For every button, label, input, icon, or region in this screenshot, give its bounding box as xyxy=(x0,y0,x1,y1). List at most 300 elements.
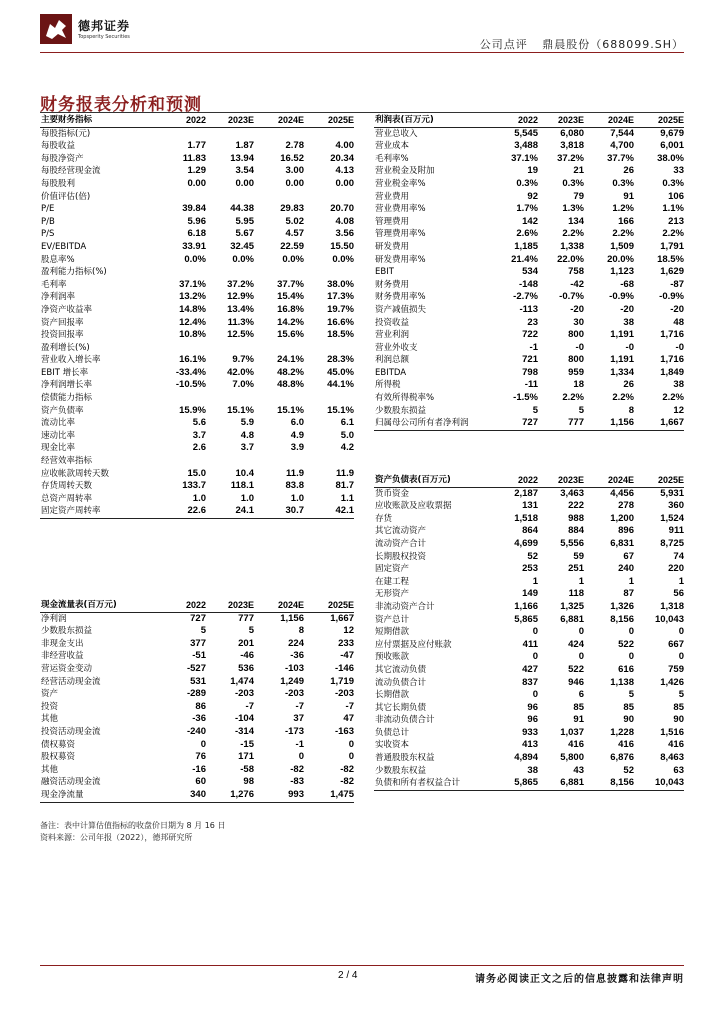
cell-value: 2025E xyxy=(634,114,684,127)
footer-divider xyxy=(40,965,684,966)
cell-value: 4.13 xyxy=(335,165,354,177)
cell-value: 171 xyxy=(238,751,254,763)
cell-value: 1,667 xyxy=(330,612,354,624)
cell-value: 7.0% xyxy=(232,379,254,391)
cell-value: 5,931 xyxy=(660,487,684,499)
table-row xyxy=(374,714,684,727)
cell-value: 1,138 xyxy=(610,676,634,688)
cell-value: 1,276 xyxy=(206,789,254,802)
cell-value: -146 xyxy=(334,662,354,674)
cell-value: 9,679 xyxy=(660,127,684,139)
row-label: 营业收入增长率 xyxy=(41,355,101,366)
cell-value: 4,700 xyxy=(610,140,634,152)
cell-value: 6,876 xyxy=(610,752,634,764)
cell-value: 15.1% xyxy=(277,404,304,416)
cell-value: -527 xyxy=(186,662,206,674)
row-label: 所得税 xyxy=(375,380,401,391)
cell-value: 2024E xyxy=(254,599,304,612)
table-row xyxy=(40,455,354,468)
table-row xyxy=(374,216,684,229)
cell-value: 81.7 xyxy=(335,480,354,492)
row-label: 流动比率 xyxy=(41,418,76,429)
cell-value: 0.0% xyxy=(282,253,304,265)
row-label: 每股经营现金流 xyxy=(41,166,101,177)
cell-value: 416 xyxy=(568,739,584,751)
cell-value: 149 xyxy=(522,588,538,600)
cell-value: 15.1% xyxy=(327,404,354,416)
cell-value: 220 xyxy=(668,563,684,575)
row-label: 研发费用 xyxy=(375,241,410,252)
table-row xyxy=(40,713,354,726)
cell-value: -82 xyxy=(340,776,354,788)
table-row xyxy=(40,153,354,166)
table-row xyxy=(374,405,684,418)
cell-value: 59 xyxy=(573,550,584,562)
cell-value: 0.00 xyxy=(285,177,304,189)
row-label: 投资收益 xyxy=(375,317,410,328)
row-label: 股权募资 xyxy=(41,752,76,763)
table-row xyxy=(374,563,684,576)
cell-value: 0 xyxy=(628,626,634,638)
cell-value: 0 xyxy=(532,689,538,701)
cell-value: 133.7 xyxy=(182,480,206,492)
cell-value: 87 xyxy=(623,588,634,600)
cell-value: 722 xyxy=(522,329,538,341)
row-label: 长期借款 xyxy=(375,690,410,701)
cell-value: 1 xyxy=(678,575,684,587)
cell-value: 360 xyxy=(668,500,684,512)
cell-value xyxy=(304,191,354,204)
table-row xyxy=(374,304,684,317)
cell-value xyxy=(206,266,254,279)
table-row xyxy=(40,178,354,191)
cell-value: 20.0% xyxy=(607,253,634,265)
row-label: 现金流量表(百万元) xyxy=(40,599,158,612)
cell-value: 5.95 xyxy=(235,215,254,227)
cell-value: 0 xyxy=(678,626,684,638)
deppon-logo-icon xyxy=(40,14,72,44)
cell-value: 278 xyxy=(618,500,634,512)
cell-value: 424 xyxy=(568,638,584,650)
cell-value: 19.7% xyxy=(327,303,354,315)
cell-value: 4,456 xyxy=(610,487,634,499)
header-meta xyxy=(470,36,684,52)
table-row xyxy=(374,354,684,367)
cell-value: 1,629 xyxy=(660,266,684,278)
row-label: 应收帐款周转天数 xyxy=(41,468,110,479)
cell-value: 0 xyxy=(532,651,538,663)
table-row xyxy=(40,329,354,342)
cell-value: -203 xyxy=(284,688,304,700)
cell-value: 37.7% xyxy=(277,278,304,290)
cell-value: 993 xyxy=(254,789,304,802)
cell-value: 1,524 xyxy=(660,512,684,524)
cell-value: 416 xyxy=(618,739,634,751)
cell-value: 6.1 xyxy=(340,417,354,429)
cell-value: 2024E xyxy=(254,114,304,127)
row-label: 少数股东损益 xyxy=(375,405,427,416)
table-row xyxy=(374,329,684,342)
cell-value: 1.1% xyxy=(662,203,684,215)
table-row xyxy=(40,751,354,764)
cell-value: -173 xyxy=(284,725,304,737)
cell-value: 8 xyxy=(298,625,304,637)
cell-value: 411 xyxy=(522,638,538,650)
cell-value: 10,043 xyxy=(634,777,684,790)
cell-value: 39.84 xyxy=(182,203,206,215)
cell-value: 3.7 xyxy=(192,429,206,441)
cell-value: -15 xyxy=(240,738,254,750)
cell-value: 1,200 xyxy=(610,512,634,524)
cell-value: 0.3% xyxy=(516,177,538,189)
row-label: 归属母公司所有者净利润 xyxy=(374,417,492,430)
cell-value: 6,881 xyxy=(560,613,584,625)
table-header-row xyxy=(40,114,354,127)
cell-value xyxy=(158,455,206,468)
logo-text: 德邦证券 xyxy=(78,19,131,33)
cell-value: -0 xyxy=(675,341,684,353)
cell-value: 2.2% xyxy=(662,228,684,240)
row-label: 其它长期负债 xyxy=(375,702,427,713)
cell-value: 166 xyxy=(618,215,634,227)
row-label: 资产减值损失 xyxy=(375,304,427,315)
cell-value: 4.8 xyxy=(240,429,254,441)
cell-value: 118.1 xyxy=(230,480,254,492)
cell-value: 21.4% xyxy=(511,253,538,265)
row-label: 速动比率 xyxy=(41,430,76,441)
cell-value: 0.00 xyxy=(235,177,254,189)
cell-value: 38 xyxy=(527,764,538,776)
cell-value: 946 xyxy=(568,676,584,688)
cell-value: 5 xyxy=(628,689,634,701)
cell-value: 16.6% xyxy=(327,316,354,328)
cell-value: 0.3% xyxy=(612,177,634,189)
cell-value: 1,123 xyxy=(610,266,634,278)
cell-value: -16 xyxy=(192,763,206,775)
table-row xyxy=(374,639,684,652)
cell-value: -148 xyxy=(518,278,538,290)
cell-value: 7,544 xyxy=(610,127,634,139)
row-label: 研发费用率% xyxy=(375,254,426,265)
cell-value: 0 xyxy=(532,626,538,638)
row-label: 少数股东权益 xyxy=(375,765,427,776)
cell-value: 4,894 xyxy=(514,752,538,764)
row-label: 其它流动资产 xyxy=(375,526,427,537)
cell-value: 22.0% xyxy=(557,253,584,265)
cell-value: -83 xyxy=(290,776,304,788)
table-row xyxy=(374,153,684,166)
cell-value: -7 xyxy=(245,700,254,712)
table-row xyxy=(40,663,354,676)
cell-value: 1,516 xyxy=(660,726,684,738)
cell-value: 22.59 xyxy=(280,240,304,252)
cell-value: 5 xyxy=(200,625,206,637)
table-row xyxy=(374,241,684,254)
row-label: 融资活动现金流 xyxy=(41,777,101,788)
cell-value: 377 xyxy=(190,637,206,649)
cell-value: 1.0 xyxy=(240,492,254,504)
cell-value: 0 xyxy=(348,738,354,750)
cell-value: 1,719 xyxy=(330,675,354,687)
table-row xyxy=(374,664,684,677)
cell-value xyxy=(254,342,304,355)
cell-value: 17.3% xyxy=(327,291,354,303)
cell-value: 10.8% xyxy=(179,329,206,341)
row-label: 其他 xyxy=(41,714,59,725)
cell-value: 38 xyxy=(623,316,634,328)
cell-value: 8 xyxy=(628,404,634,416)
table-row xyxy=(40,505,354,518)
cell-value: 1,334 xyxy=(610,366,634,378)
table-row xyxy=(40,379,354,392)
cell-value: 1,426 xyxy=(660,676,684,688)
main-indicators-table xyxy=(40,114,354,519)
cell-value: 1,325 xyxy=(560,600,584,612)
cell-value: 758 xyxy=(568,266,584,278)
cell-value: 5 xyxy=(248,625,254,637)
cell-value: 28.3% xyxy=(327,354,354,366)
cell-value: 5 xyxy=(578,404,584,416)
cell-value: 2023E xyxy=(538,474,584,487)
cell-value: 864 xyxy=(522,525,538,537)
cell-value: 0.0% xyxy=(332,253,354,265)
cell-value: -47 xyxy=(340,650,354,662)
cell-value: 800 xyxy=(568,354,584,366)
table-row xyxy=(374,752,684,765)
cell-value: 0.0% xyxy=(232,253,254,265)
cell-value: 2.2% xyxy=(612,392,634,404)
row-label: 主要财务指标 xyxy=(40,114,158,127)
row-label: 债权募资 xyxy=(41,739,76,750)
cell-value: 5 xyxy=(532,404,538,416)
row-label: 盈利能力指标(%) xyxy=(41,267,107,278)
table-row xyxy=(40,266,354,279)
cell-value: 1 xyxy=(628,575,634,587)
cell-value: 933 xyxy=(522,726,538,738)
row-label: 少数股东损益 xyxy=(41,626,93,637)
cell-value: 98 xyxy=(243,776,254,788)
cell-value: 24.1% xyxy=(277,354,304,366)
cell-value: 91 xyxy=(623,190,634,202)
row-label: 每股净资产 xyxy=(41,153,84,164)
cell-value: 1,326 xyxy=(610,600,634,612)
data-source: 资料来源：公司年报（2022），德邦研究所 xyxy=(40,832,193,842)
cell-value: 26 xyxy=(623,165,634,177)
cell-value: 10.4 xyxy=(235,467,254,479)
cell-value: 37 xyxy=(293,713,304,725)
row-label: 净利润增长率 xyxy=(41,380,93,391)
cell-value: -36 xyxy=(290,650,304,662)
table-row xyxy=(40,638,354,651)
cell-value: 47 xyxy=(343,713,354,725)
cell-value: 911 xyxy=(668,525,684,537)
cell-value: 837 xyxy=(522,676,538,688)
cell-value: 0.00 xyxy=(187,177,206,189)
cell-value: 2023E xyxy=(538,114,584,127)
cell-value: 2.2% xyxy=(562,392,584,404)
cell-value xyxy=(304,266,354,279)
cell-value: 60 xyxy=(195,776,206,788)
cell-value: 42.0% xyxy=(227,366,254,378)
table-row xyxy=(374,127,684,140)
cell-value: 21 xyxy=(573,165,584,177)
cell-value: 1,791 xyxy=(660,240,684,252)
row-label: 营业税金及附加 xyxy=(375,166,435,177)
row-label: 流动负债合计 xyxy=(375,677,427,688)
cell-value: 2,187 xyxy=(514,487,538,499)
table-row xyxy=(374,203,684,216)
cell-value: 798 xyxy=(522,366,538,378)
cell-value xyxy=(304,392,354,405)
row-label: P/E xyxy=(41,204,55,215)
cell-value: 15.50 xyxy=(330,240,354,252)
cell-value: 3,463 xyxy=(560,487,584,499)
cell-value: 12 xyxy=(673,404,684,416)
cell-value: -0 xyxy=(625,341,634,353)
cell-value: -1 xyxy=(529,341,538,353)
table-row xyxy=(374,500,684,513)
cell-value: 1,318 xyxy=(660,600,684,612)
cell-value: -7 xyxy=(295,700,304,712)
cell-value: 413 xyxy=(522,739,538,751)
cell-value xyxy=(206,127,254,140)
cell-value xyxy=(206,191,254,204)
cell-value: 2023E xyxy=(206,599,254,612)
cell-value: 2024E xyxy=(584,114,634,127)
row-label: 每股股利 xyxy=(41,178,76,189)
row-label: 营运资金变动 xyxy=(41,663,93,674)
table-row xyxy=(40,279,354,292)
cell-value: 3.00 xyxy=(285,165,304,177)
valuation-note: 备注：表中计算估值指标的收盘价日期为 8 月 16 日 xyxy=(40,821,226,830)
cell-value: -82 xyxy=(290,763,304,775)
cell-value: 2023E xyxy=(206,114,254,127)
cell-value: 2022 xyxy=(158,114,206,127)
row-label: 固定资产 xyxy=(375,564,410,575)
cell-value: 37.2% xyxy=(227,278,254,290)
row-label: 现金比率 xyxy=(41,443,76,454)
cell-value: 5,865 xyxy=(492,777,538,790)
row-label: 流动资产合计 xyxy=(375,538,427,549)
cell-value: 2025E xyxy=(304,114,354,127)
cell-value: 2.6% xyxy=(516,228,538,240)
cell-value xyxy=(158,191,206,204)
cell-value: 884 xyxy=(568,525,584,537)
cash-flow-table xyxy=(40,599,354,803)
cell-value: 131 xyxy=(522,500,538,512)
cell-value: 3.56 xyxy=(335,228,354,240)
row-label: 投资活动现金流 xyxy=(41,726,101,737)
table-row xyxy=(374,228,684,241)
cell-value: 0 xyxy=(200,738,206,750)
table-row xyxy=(40,127,354,140)
table-row xyxy=(40,417,354,430)
cell-value: 12.4% xyxy=(179,316,206,328)
cell-value: 1,166 xyxy=(514,600,538,612)
row-label: 营业成本 xyxy=(375,141,410,152)
cell-value: 6,001 xyxy=(660,140,684,152)
table-row xyxy=(40,367,354,380)
cell-value: 6,831 xyxy=(610,537,634,549)
table-header-row xyxy=(40,599,354,612)
cell-value: 1 xyxy=(532,575,538,587)
table-row xyxy=(40,191,354,204)
cell-value: 37.1% xyxy=(511,152,538,164)
cell-value: 3,488 xyxy=(514,140,538,152)
cell-value: 10,043 xyxy=(654,613,684,625)
cell-value: 340 xyxy=(158,789,206,802)
cell-value: 118 xyxy=(568,588,584,600)
cell-value: 1.7% xyxy=(516,203,538,215)
row-label: 净资产收益率 xyxy=(41,304,93,315)
cell-value: 1,156 xyxy=(584,417,634,430)
cell-value: 4.08 xyxy=(335,215,354,227)
cell-value: 4,699 xyxy=(514,537,538,549)
cell-value: 30 xyxy=(573,316,584,328)
table-row xyxy=(40,625,354,638)
cell-value: 2.2% xyxy=(612,228,634,240)
cell-value: 42.1 xyxy=(304,505,354,518)
cell-value: 616 xyxy=(618,663,634,675)
row-label: 每股指标(元) xyxy=(41,128,91,139)
cell-value: 24.1 xyxy=(206,505,254,518)
row-label: 有效所得税率% xyxy=(375,393,435,404)
table-row xyxy=(40,241,354,254)
table-row xyxy=(40,405,354,418)
cell-value: 1,474 xyxy=(230,675,254,687)
cell-value: 134 xyxy=(568,215,584,227)
cell-value: -33.4% xyxy=(175,366,206,378)
row-label: EBITDA xyxy=(375,367,407,378)
table-row xyxy=(374,379,684,392)
cell-value: 67 xyxy=(623,550,634,562)
table-row xyxy=(374,317,684,330)
cell-value: 33.91 xyxy=(182,240,206,252)
cell-value: -82 xyxy=(340,763,354,775)
cell-value: 416 xyxy=(668,739,684,751)
cell-value xyxy=(304,455,354,468)
cell-value: 38.0% xyxy=(657,152,684,164)
table-row xyxy=(374,266,684,279)
cell-value: 16.52 xyxy=(280,152,304,164)
cell-value: 1,509 xyxy=(610,240,634,252)
cell-value: 22.6 xyxy=(158,505,206,518)
table-row xyxy=(374,291,684,304)
cell-value: 2024E xyxy=(584,474,634,487)
cell-value: -113 xyxy=(519,303,538,315)
cell-value: 43 xyxy=(573,764,584,776)
cell-value: 1 xyxy=(578,575,584,587)
cell-value: 48.8% xyxy=(277,379,304,391)
cell-value: -0 xyxy=(575,341,584,353)
cell-value: -46 xyxy=(240,650,254,662)
cell-value: 18.5% xyxy=(657,253,684,265)
table-row xyxy=(374,538,684,551)
cell-value: 1.77 xyxy=(187,140,206,152)
row-label: 财务费用 xyxy=(375,279,410,290)
cell-value: 5,800 xyxy=(560,752,584,764)
row-label: 管理费用率% xyxy=(375,229,426,240)
cell-value: 240 xyxy=(618,563,634,575)
cell-value: 85 xyxy=(573,701,584,713)
cell-value: 2022 xyxy=(492,114,538,127)
page-number: 2 / 4 xyxy=(338,970,358,981)
cell-value: 253 xyxy=(522,563,538,575)
table-header-row xyxy=(374,474,684,487)
table-row xyxy=(374,626,684,639)
table-row xyxy=(374,140,684,153)
table-row xyxy=(40,216,354,229)
